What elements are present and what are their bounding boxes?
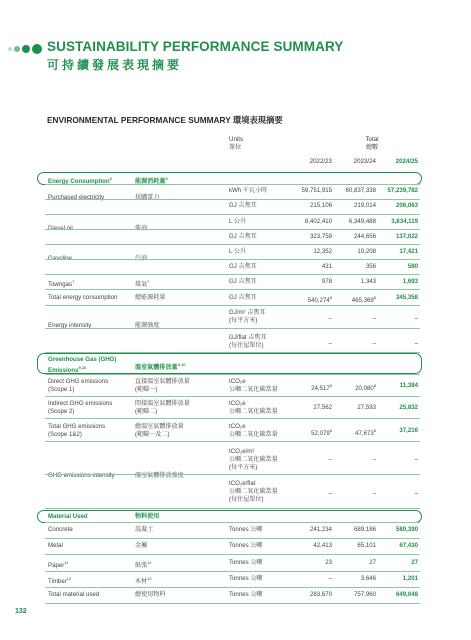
row-label-ghg_intensity: GHG emissions intensity xyxy=(48,472,115,479)
value-scope2-v1-0: 27,562 xyxy=(313,404,332,411)
row-label-chinese-ghg_intensity: 溫室氣體排放強度 xyxy=(135,472,184,479)
row-divider xyxy=(45,396,420,397)
row-divider xyxy=(45,508,420,509)
row-label-chinese-total_energy: 總能源耗量 xyxy=(135,294,166,301)
row-label-chinese-gasoline: 汽油 xyxy=(135,255,148,262)
value-total_ghg-v1-0: 52,079$^8$ xyxy=(311,428,332,438)
row-label-chinese-paper: 紙張$^{11}$ xyxy=(135,560,152,570)
row-divider xyxy=(45,289,420,290)
value-gasoline-v1-2: 17,421 xyxy=(399,248,418,255)
value-intensity-v1-2: – xyxy=(414,315,418,322)
value-ghg_intensity-v1-1: – xyxy=(372,456,376,463)
unit-ghg_intensity-u2: tCO₂e/flat 公噸二氧化碳當量 (每住屋單位) xyxy=(229,480,278,503)
row-divider xyxy=(45,418,420,419)
row-label-timber: Timber$^{12}$ xyxy=(48,576,72,586)
value-gasoline-v1-1: 10,208 xyxy=(357,248,376,255)
value-scope2-v1-1: 27,593 xyxy=(357,404,376,411)
unit-gasoline-u2: GJ 吉焦耳 xyxy=(229,263,257,270)
value-diesel-v2-1: 244,656 xyxy=(353,233,376,240)
value-metal-v1-0: 42,413 xyxy=(313,542,332,549)
value-towngas-v1-0: 978 xyxy=(321,278,332,285)
value-concrete-v1-0: 241,234 xyxy=(309,526,332,533)
unit-gasoline-u1: L 公升 xyxy=(229,248,247,255)
unit-intensity-u1: GJ/m² 吉焦耳 (每平方米) xyxy=(229,309,266,324)
unit-total_material-u1: Tonnes 公噸 xyxy=(229,591,263,598)
value-total_energy-v1-0: 540,274$^8$ xyxy=(307,295,332,305)
row-label-scope2: Indirect GHG emissions (Scope 2) xyxy=(48,400,113,415)
section-title-chinese-material: 物料使用 xyxy=(135,513,160,520)
unit-total_energy-u1: GJ 吉焦耳 xyxy=(229,294,257,301)
value-intensity-v1-1: – xyxy=(372,315,376,322)
row-label-gasoline: Gasoline xyxy=(48,255,73,262)
total-label: Total xyxy=(365,136,379,143)
row-label-total_material: Total material used xyxy=(48,591,100,598)
value-scope2-v1-2: 25,832 xyxy=(399,404,418,411)
value-diesel-v1-1: 6,349,488 xyxy=(348,218,376,225)
units-label: Units xyxy=(229,136,244,143)
unit-purchased_electricity-u1: kWh 千瓦小時 xyxy=(229,187,268,194)
value-purchased_electricity-v1-2: 57,239,782 xyxy=(387,187,418,194)
value-total_material-v1-2: 649,048 xyxy=(395,591,418,598)
row-label-purchased_electricity: Purchased electricity xyxy=(48,194,105,201)
unit-towngas-u1: GJ 吉焦耳 xyxy=(229,278,257,285)
value-timber-v1-0: – xyxy=(328,575,332,582)
value-diesel-v1-0: 8,402,410 xyxy=(304,218,332,225)
row-divider xyxy=(45,305,420,306)
row-label-chinese-total_material: 總使用物料 xyxy=(135,591,166,598)
value-intensity-v1-0: – xyxy=(328,315,332,322)
row-divider xyxy=(45,474,420,475)
value-ghg_intensity-v2-0: – xyxy=(328,490,332,497)
value-gasoline-v2-2: 580 xyxy=(407,263,418,270)
value-scope1-v1-2: 11,384 xyxy=(399,382,418,389)
value-diesel-v1-2: 3,834,119 xyxy=(391,218,418,225)
value-purchased_electricity-v2-2: 206,063 xyxy=(395,202,418,209)
decorative-dots xyxy=(8,44,44,54)
row-label-diesel: Diesel oil xyxy=(48,225,73,232)
value-metal-v1-2: 67,430 xyxy=(399,542,418,549)
value-ghg_intensity-v2-2: – xyxy=(414,490,418,497)
section-title-ghg: Greenhouse Gas (GHG) Emissions$^{9,10}$ xyxy=(48,356,117,375)
unit-purchased_electricity-u2: GJ 吉焦耳 xyxy=(229,202,257,209)
row-label-chinese-concrete: 混凝土 xyxy=(135,526,154,533)
value-timber-v1-2: 1,201 xyxy=(402,575,418,582)
row-label-chinese-timber: 木材$^{12}$ xyxy=(135,576,152,586)
value-towngas-v1-2: 1,693 xyxy=(402,278,418,285)
value-gasoline-v2-0: 431 xyxy=(321,263,332,270)
row-divider xyxy=(45,184,420,185)
row-label-towngas: Towngas$^7$ xyxy=(48,279,75,289)
row-label-total_energy: Total energy consumption xyxy=(48,294,118,301)
unit-metal-u1: Tonnes 公噸 xyxy=(229,542,263,549)
section-title-chinese-ghg: 溫室氣體排放量$^{9,10}$ xyxy=(135,362,186,372)
value-total_energy-v1-2: 345,358 xyxy=(395,294,418,301)
row-divider xyxy=(45,328,420,329)
value-intensity-v2-2: – xyxy=(414,340,418,347)
row-label-chinese-scope2: 間接溫室氣體排放量 (範疇二) xyxy=(135,400,190,415)
unit-scope2-u1: tCO₂e 公噸二氧化碳當量 xyxy=(229,400,278,415)
value-scope1-v1-1: 20,080$^8$ xyxy=(355,383,376,393)
row-label-chinese-diesel: 柴油 xyxy=(135,225,148,232)
value-paper-v1-0: 23 xyxy=(325,559,332,566)
row-divider xyxy=(45,522,420,523)
row-label-concrete: Concrete xyxy=(48,526,73,533)
year-header-3: 2024/25 xyxy=(395,158,418,165)
row-divider xyxy=(45,374,420,375)
unit-diesel-u2: GJ 吉焦耳 xyxy=(229,233,257,240)
row-divider xyxy=(45,274,420,275)
value-purchased_electricity-v2-0: 215,106 xyxy=(309,202,332,209)
row-label-intensity: Energy intensity xyxy=(48,322,92,329)
value-purchased_electricity-v1-1: 60,837,338 xyxy=(345,187,376,194)
value-total_energy-v1-1: 465,369$^8$ xyxy=(351,295,376,305)
value-diesel-v2-0: 323,759 xyxy=(309,233,332,240)
value-total_material-v1-0: 283,670 xyxy=(309,591,332,598)
units-label-chinese: 單位 xyxy=(229,144,242,151)
row-divider xyxy=(45,603,420,604)
value-intensity-v2-1: – xyxy=(372,340,376,347)
value-concrete-v1-2: 580,390 xyxy=(395,526,418,533)
row-label-metal: Metal xyxy=(48,542,63,549)
section-title-material: Material Used xyxy=(48,513,88,520)
value-timber-v1-1: 3,646 xyxy=(360,575,376,582)
row-label-paper: Paper$^{11}$ xyxy=(48,560,69,570)
total-label-chinese: 總數 xyxy=(365,144,379,151)
value-total_material-v1-1: 757,960 xyxy=(353,591,376,598)
page-title-chinese: 可持續發展表現摘要 xyxy=(47,58,183,72)
row-divider xyxy=(45,199,420,200)
units-header xyxy=(229,136,243,152)
unit-ghg_intensity-u1: tCO₂e/m² 公噸二氧化碳當量 (每平方米) xyxy=(229,448,278,471)
row-divider xyxy=(45,229,420,230)
row-label-chinese-purchased_electricity: 採購電力 xyxy=(135,194,160,201)
section-title-chinese-energy: 能源消耗量$^6$ xyxy=(135,176,168,186)
value-ghg_intensity-v1-2: – xyxy=(414,456,418,463)
section-title-energy: Energy Consumption$^6$ xyxy=(48,176,112,186)
environmental-section-title: ENVIRONMENTAL PERFORMANCE SUMMARY 環境表現摘要 xyxy=(47,115,283,125)
value-ghg_intensity-v1-0: – xyxy=(328,456,332,463)
unit-scope1-u1: tCO₂e 公噸二氧化碳當量 xyxy=(229,378,278,393)
value-diesel-v2-2: 137,022 xyxy=(395,233,418,240)
value-purchased_electricity-v2-1: 219,014 xyxy=(353,202,376,209)
row-divider xyxy=(45,214,420,215)
unit-paper-u1: Tonnes 公噸 xyxy=(229,559,263,566)
row-divider xyxy=(45,244,420,245)
year-header-1: 2022/23 xyxy=(309,158,332,165)
row-label-total_ghg: Total GHG emissions (Scope 1&2) xyxy=(48,423,106,438)
row-divider xyxy=(45,259,420,260)
row-divider xyxy=(45,571,420,572)
total-header xyxy=(352,136,392,152)
row-divider xyxy=(45,441,420,442)
unit-intensity-u2: GJ/flat 吉焦耳 (每住屋單位) xyxy=(229,334,267,349)
row-label-chinese-towngas: 煤氣$^7$ xyxy=(135,279,150,289)
row-label-chinese-intensity: 能源強度 xyxy=(135,322,160,329)
value-gasoline-v1-0: 12,352 xyxy=(313,248,332,255)
unit-concrete-u1: Tonnes 公噸 xyxy=(229,526,263,533)
value-scope1-v1-0: 24,517$^8$ xyxy=(311,383,332,393)
unit-diesel-u1: L 公升 xyxy=(229,218,247,225)
value-intensity-v2-0: – xyxy=(328,340,332,347)
unit-total_ghg-u1: tCO₂e 公噸二氧化碳當量 xyxy=(229,423,278,438)
value-concrete-v1-1: 689,186 xyxy=(353,526,376,533)
page-number: 132 xyxy=(15,608,27,615)
value-total_ghg-v1-1: 47,673$^8$ xyxy=(355,428,376,438)
row-label-chinese-scope1: 直接溫室氣體排放量 (範疇一) xyxy=(135,378,190,393)
row-divider xyxy=(45,587,420,588)
page-title: SUSTAINABILITY PERFORMANCE SUMMARY xyxy=(47,39,344,54)
year-header-2: 2023/24 xyxy=(353,158,376,165)
value-ghg_intensity-v2-1: – xyxy=(372,490,376,497)
row-label-scope1: Direct GHG emissions (Scope 1) xyxy=(48,378,109,393)
unit-timber-u1: Tonnes 公噸 xyxy=(229,575,263,582)
value-metal-v1-1: 65,101 xyxy=(357,542,376,549)
value-purchased_electricity-v1-0: 59,751,915 xyxy=(301,187,332,194)
value-paper-v1-2: 27 xyxy=(411,559,418,566)
value-total_ghg-v1-2: 37,216 xyxy=(399,427,418,434)
row-label-chinese-total_ghg: 總溫室氣體排放量 (範疇一及二) xyxy=(135,423,184,438)
row-label-chinese-metal: 金屬 xyxy=(135,542,148,549)
value-gasoline-v2-1: 356 xyxy=(365,263,376,270)
value-paper-v1-1: 27 xyxy=(369,559,376,566)
row-divider xyxy=(45,538,420,539)
row-divider xyxy=(45,554,420,555)
value-towngas-v1-1: 1,343 xyxy=(360,278,376,285)
